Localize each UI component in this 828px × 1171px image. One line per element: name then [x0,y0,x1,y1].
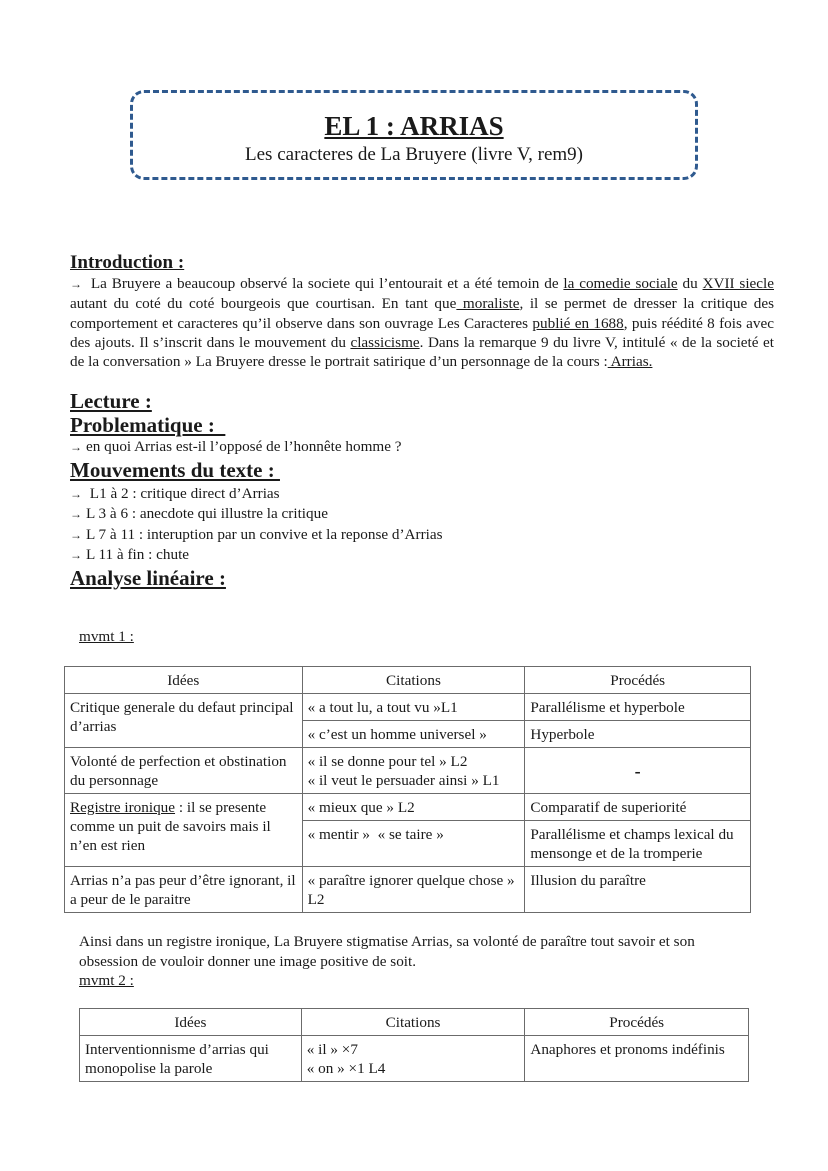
column-header-citations: Citations [302,667,525,694]
mvmt1-conclusion-section [79,932,749,991]
introduction-section [70,252,774,371]
introduction-paragraph: → La Bruyere a beaucoup observé la societe qui l’entourait et a été temoin de la comedie sociale du XVII siecle autant du coté du coté bourgeois que courtisan. En tant que moraliste, il se permet de dresser la critique des comportement et caracteres qu’il observe dans son ouvrage Les Caracteres publié en 1688, puis réédité 8 fois avec des ajouts. Il s’inscrit dans le mouvement du classicisme. Dans la remarque 9 du livre V, intitulé « de la societé et de la conversation » La Bruyere dresse le portrait satirique d’un personnage de la cours : Arrias. [70,275,775,371]
table-header-row [65,667,751,694]
idee-cell: Volonté de perfection et obstination du personnage [65,748,303,794]
arrow-icon: → [70,548,82,562]
citation-cell: « il » ×7 « on » ×1 L4 [301,1036,525,1082]
procede-cell: Comparatif de superiorité [525,794,751,821]
problematique-text: → en quoi Arrias est-il l’opposé de l’honnête homme ? [70,438,402,455]
analyse-heading: Analyse linéaire : [70,565,226,590]
table-row [65,794,751,821]
idee-cell: Registre ironique : il se presente comme un puit de savoirs mais il n’en est rien [65,794,303,867]
citation-cell: « paraître ignorer quelque chose » L2 [302,867,525,913]
mouvement-item: → L 11 à fin : chute [70,546,190,563]
table-row [65,867,751,913]
procede-cell: Parallélisme et champs lexical du mensonge et de la tromperie [525,821,751,867]
outline-section [70,389,774,590]
mvmt1-label: mvmt 1 : [79,628,134,645]
citation-cell: « mieux que » L2 [302,794,525,821]
procede-cell: Anaphores et pronoms indéfinis [525,1036,749,1082]
mouvement-item: → L 7 à 11 : interuption par un convive et la reponse d’Arrias [70,525,443,543]
idee-cell: Critique generale du defaut principal d’arrias [65,694,303,748]
citation-cell: « c’est un homme universel » [302,721,525,748]
procede-cell: Hyperbole [525,721,751,748]
lecture-heading: Lecture : [70,389,152,413]
citation-cell: « il se donne pour tel » L2 « il veut le persuader ainsi » L1 [302,748,525,794]
table-row [65,694,751,721]
arrow-icon: → [70,507,82,521]
table-header-row [80,1009,749,1036]
mouvements-heading: Mouvements du texte : [70,457,280,482]
mvmt1-table [64,666,751,913]
document-subtitle: Les caracteres de La Bruyere (livre V, rem9) [245,144,583,165]
mvmt1-conclusion: Ainsi dans un registre ironique, La Bruyere stigmatise Arrias, sa volonté de paraître tout savoir et son obsession de vouloir donner une image positive de soit. [79,933,695,970]
procede-cell: Illusion du paraître [525,867,751,913]
citation-cell: « mentir » « se taire » [302,821,525,867]
column-header-citations: Citations [301,1009,525,1036]
document-title: EL 1 : ARRIAS [324,111,504,141]
procede-cell: - [525,748,751,794]
problematique-heading: Problematique : [70,413,226,437]
mvmt2-table [79,1008,749,1082]
arrow-icon: → [70,277,82,291]
mouvement-item: → L1 à 2 : critique direct d’Arrias [70,484,280,502]
table-row [65,748,751,794]
column-header-procedes: Procédés [525,667,751,694]
procede-cell: Parallélisme et hyperbole [525,694,751,721]
arrow-icon: → [70,486,82,501]
citation-cell: « a tout lu, a tout vu »L1 [302,694,525,721]
title-box [130,90,698,180]
column-header-procedes: Procédés [525,1009,749,1036]
arrow-icon: → [70,527,82,542]
mouvement-item: → L 3 à 6 : anecdote qui illustre la critique [70,505,328,522]
column-header-idees: Idées [80,1009,302,1036]
introduction-heading: Introduction : [70,252,185,273]
idee-cell: Arrias n’a pas peur d’être ignorant, il a peur de le paraitre [65,867,303,913]
idee-cell: Interventionnisme d’arrias qui monopolise la parole [80,1036,302,1082]
mvmt2-label: mvmt 2 : [79,972,134,989]
column-header-idees: Idées [65,667,303,694]
arrow-icon: → [70,440,82,454]
table-row [80,1036,749,1082]
